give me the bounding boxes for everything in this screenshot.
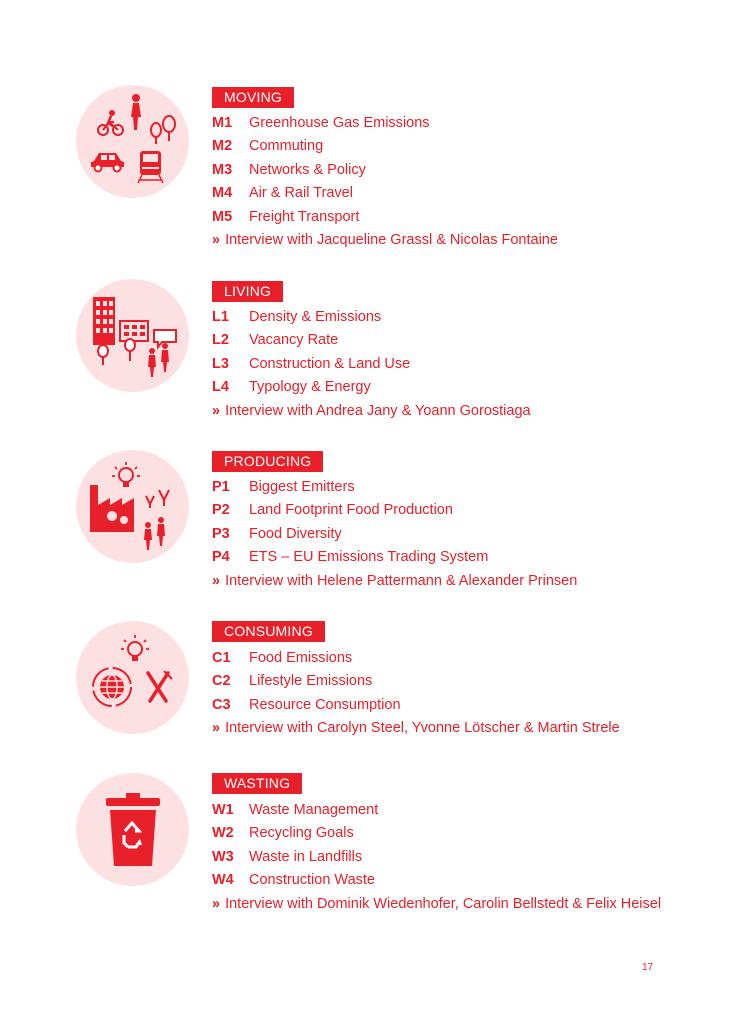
item-code: L3 [212,355,229,372]
buildings-icon [76,279,189,392]
wasting-list [212,799,661,915]
item-title: Recycling Goals [249,825,354,842]
section-label-consuming: CONSUMING [212,621,325,642]
item-code: L2 [212,332,229,349]
item-code: L1 [212,309,229,325]
item-code: C3 [212,696,231,713]
item-title: ETS – EU Emissions Trading System [249,549,489,566]
item-code: W4 [212,872,234,889]
item-title: Networks & Policy [249,161,366,178]
wasting-circle [76,773,189,886]
interview-link [212,717,620,739]
item-code: M2 [212,138,233,155]
factory-icon [76,450,189,563]
item-code: P1 [212,479,230,495]
list-item [212,135,558,158]
list-item [212,694,620,717]
list-item [212,206,558,229]
list-item [212,499,577,522]
consuming-circle [76,621,189,734]
item-code: M4 [212,185,233,202]
item-title: Food Diversity [249,525,342,542]
item-title: Resource Consumption [249,696,401,713]
item-code: W1 [212,802,234,818]
item-code: M5 [212,208,233,225]
interview-link [212,893,661,915]
interview-text: Interview with Andrea Jany & Yoann Gorostiaga [225,402,531,419]
item-title: Density & Emissions [249,309,382,325]
chevron-double-right-icon: » [212,402,221,419]
living-list [212,306,531,422]
interview-text: Interview with Carolyn Steel, Yvonne Lötscher & Martin Strele [225,720,620,737]
item-code: P2 [212,502,230,519]
section-label-living: LIVING [212,281,283,302]
interview-link [212,570,577,592]
consuming-list [212,647,620,739]
interview-link [212,400,531,422]
globe-cutlery-icon [76,621,189,734]
item-title: Commuting [249,138,324,155]
list-item [212,182,558,205]
item-code: C1 [212,650,231,666]
chevron-double-right-icon: » [212,231,221,248]
list-item [212,306,531,329]
transport-icon [76,85,189,198]
item-title: Biggest Emitters [249,479,355,495]
section-label-wasting: WASTING [212,773,302,794]
chevron-double-right-icon: » [212,895,221,912]
interview-text: Interview with Helene Pattermann & Alexander Prinsen [225,572,578,589]
interview-text: Interview with Dominik Wiedenhofer, Carolin Bellstedt & Felix Heisel [225,895,662,912]
producing-circle [76,450,189,563]
list-item [212,799,661,822]
item-code: P4 [212,549,230,566]
recycling-bin-icon [76,773,189,886]
list-item [212,670,620,693]
list-item [212,476,577,499]
list-item [212,376,531,399]
list-item [212,353,531,376]
chevron-double-right-icon: » [212,720,221,737]
item-code: L4 [212,379,229,396]
list-item [212,112,558,135]
section-label-producing: PRODUCING [212,451,323,472]
list-item [212,159,558,182]
item-title: Vacancy Rate [249,332,339,349]
list-item [212,546,577,569]
list-item [212,523,577,546]
list-item [212,869,661,892]
item-title: Greenhouse Gas Emissions [249,115,430,131]
item-code: P3 [212,525,230,542]
moving-list [212,112,558,251]
item-title: Typology & Energy [249,379,371,396]
item-title: Freight Transport [249,208,360,225]
item-code: M1 [212,115,233,131]
list-item [212,822,661,845]
chevron-double-right-icon: » [212,572,221,589]
item-title: Air & Rail Travel [249,185,353,202]
interview-text: Interview with Jacqueline Grassl & Nicolas Fontaine [225,231,558,248]
item-code: C2 [212,673,231,690]
page-number: 17 [642,962,654,973]
list-item [212,647,620,670]
living-circle [76,279,189,392]
item-title: Construction Waste [249,872,375,889]
section-label-moving: MOVING [212,87,294,108]
item-title: Land Footprint Food Production [249,502,453,519]
item-title: Construction & Land Use [249,355,411,372]
item-title: Waste Management [249,802,379,818]
list-item [212,329,531,352]
interview-link [212,229,558,251]
list-item [212,846,661,869]
item-title: Lifestyle Emissions [249,673,373,690]
moving-circle [76,85,189,198]
item-title: Waste in Landfills [249,848,363,865]
producing-list [212,476,577,592]
item-code: W3 [212,848,234,865]
item-title: Food Emissions [249,650,353,666]
item-code: W2 [212,825,234,842]
item-code: M3 [212,161,233,178]
